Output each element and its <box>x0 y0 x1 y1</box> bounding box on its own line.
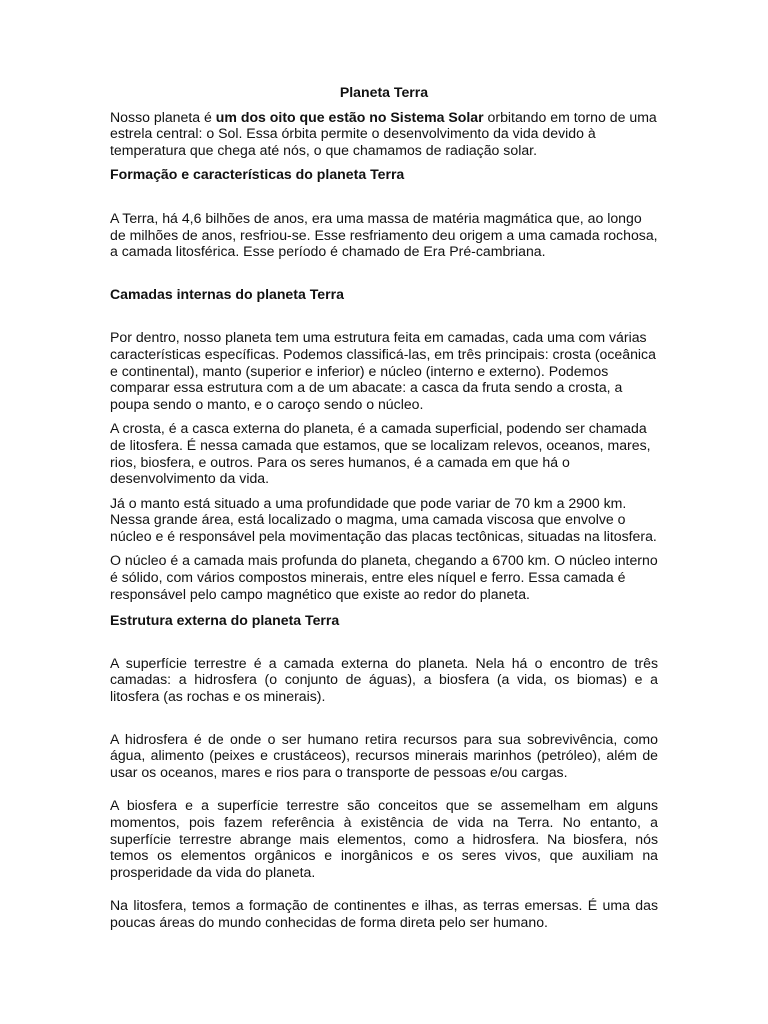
intro-text-end: orbitando em torno de uma estrela central: o Sol. Essa órbita permite o desenvolvimento da vida devido à temperatura que chega até nós, o que chamamos de radiação solar. <box>110 108 657 158</box>
intro-text-start: Nosso planeta é <box>110 108 216 125</box>
camadas-paragraph-3: Já o manto está situado a uma profundidade que pode variar de 70 km a 2900 km. Nessa grande área, está localizado o magma, uma camada viscosa que envolve o núcleo e é responsável pela movimentação das placas tectônicas, situadas na litosfera. <box>110 494 657 544</box>
intro-bold-text: um dos oito que estão no Sistema Solar <box>215 108 484 125</box>
heading-estrutura: Estrutura externa do planeta Terra <box>110 612 340 629</box>
camadas-paragraph-1: Por dentro, nosso planeta tem uma estrutura feita em camadas, cada uma com várias características específicas. Podemos classificá-las, em três principais: crosta (oceânica e continental), manto (superior e inferior) e núcleo (interno e externo). Podemos comparar essa estrutura com a de um abacate: a casca da fruta sendo a crosta, a poupa sendo o manto, e o caroço sendo o núcleo. <box>110 329 656 412</box>
formacao-paragraph-1: A Terra, há 4,6 bilhões de anos, era uma massa de matéria magmática que, ao longo de milhões de anos, resfriou-se. Esse resfriamento deu origem a uma camada rochosa, a camada litosférica. Esse período é chamado de Era Pré-cambriana. <box>110 209 658 260</box>
estrutura-paragraph-1: A superfície terrestre é a camada externa do planeta. Nela há o encontro de três camadas: a hidrosfera (o conjunto de águas), a biosfera (a vida, os biomas) e a litosfera (as rochas e os minerais). <box>110 654 658 705</box>
estrutura-paragraph-3: A biosfera e a superfície terrestre são conceitos que se assemelham em alguns momentos, pois fazem referência à existência de vida na Terra. No entanto, a superfície terrestre abrange mais elementos, como a hidrosfera. Na biosfera, nós temos os elementos orgânicos e inorgânicos e os seres vivos, que auxiliam na prosperidade da vida do planeta. <box>110 797 658 880</box>
camadas-paragraph-2: A crosta, é a casca externa do planeta, é a camada superficial, podendo ser chamada de litosfera. É nessa camada que estamos, que se localizam relevos, oceanos, mares, rios, biosfera, e outros. Para os seres humanos, é a camada em que há o desenvolvimento da vida. <box>110 420 651 487</box>
heading-formacao: Formação e características do planeta Terra <box>110 166 405 183</box>
estrutura-paragraph-4: Na litosfera, temos a formação de continentes e ilhas, as terras emersas. É uma das poucas áreas do mundo conhecidas de forma direta pelo ser humano. <box>110 897 658 930</box>
document-page <box>110 84 658 931</box>
document-title: Planeta Terra <box>339 84 429 100</box>
intro-paragraph <box>110 109 658 159</box>
camadas-paragraph-4: O núcleo é a camada mais profunda do planeta, chegando a 6700 km. O núcleo interno é sólido, com vários compostos minerais, entre eles níquel e ferro. Essa camada é responsável pelo campo magnético que existe ao redor do planeta. <box>110 552 658 602</box>
estrutura-paragraph-2: A hidrosfera é de onde o ser humano retira recursos para sua sobrevivência, como água, alimento (peixes e crustáceos), recursos minerais marinhos (petróleo), além de usar os oceanos, mares e rios para o transporte de pessoas e/ou cargas. <box>110 730 658 780</box>
heading-camadas: Camadas internas do planeta Terra <box>110 285 344 302</box>
